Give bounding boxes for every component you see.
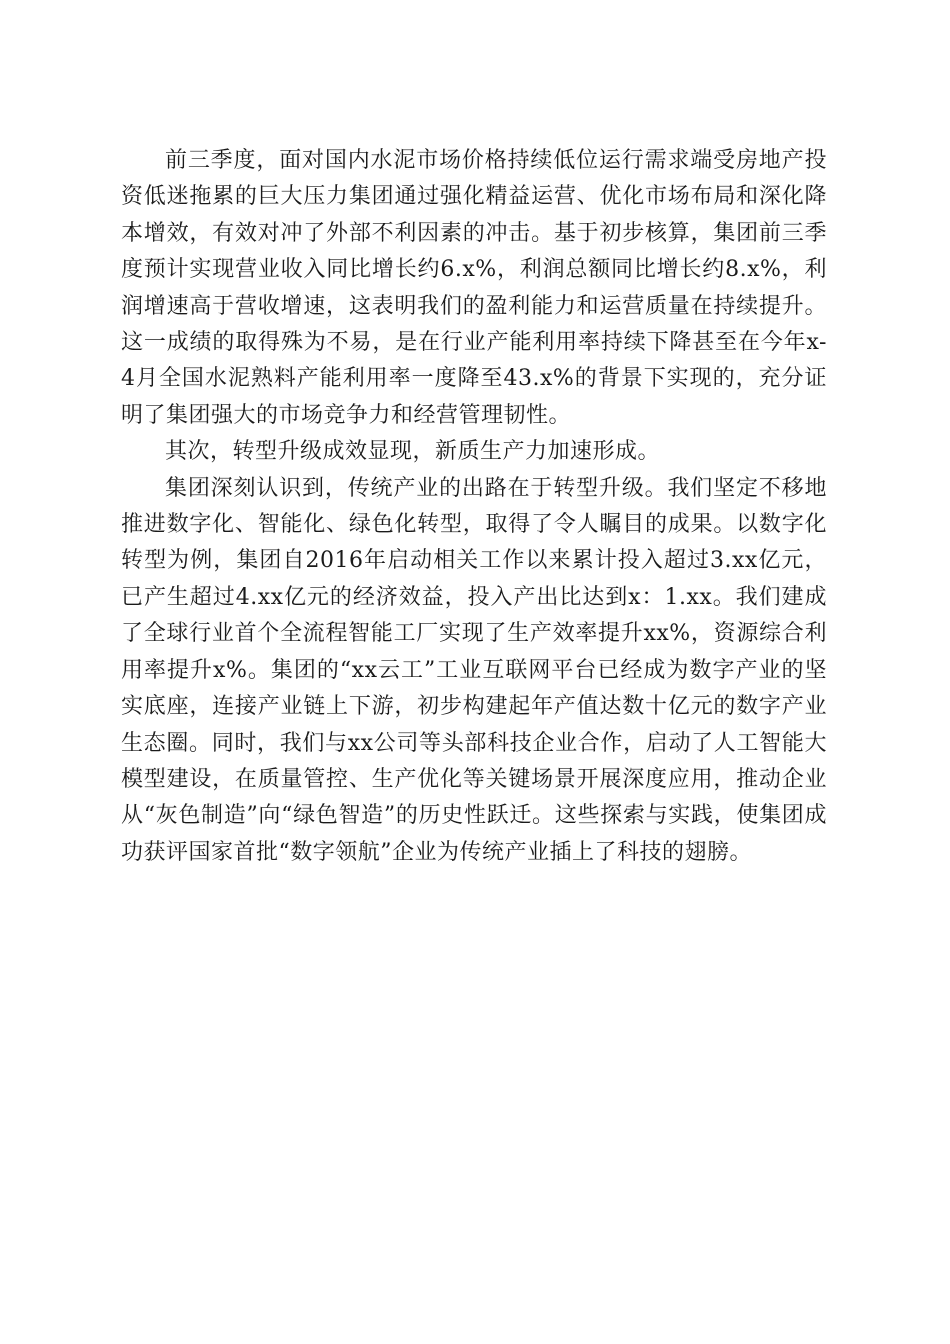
paragraph-digital-transformation: 集团深刻认识到，传统产业的出路在于转型升级。我们坚定不移地推进数字化、智能化、绿色化转型，取得了令人瞩目的成果。以数字化转型为例，集团自2016年启动相关工作以来累计投入超过3.xx亿元，已产生超过4.xx亿元的经济效益，投入产出比达到x：1.xx。我们建成了全球行业首个全流程智能工厂实现了生产效率提升xx%，资源综合利用率提升x%。集团的“xx云工”工业互联网平台已经成为数字产业的坚实底座，连接产业链上下游，初步构建起年产值达数十亿元的数字产业生态圈。同时，我们与xx公司等头部科技企业合作，启动了人工智能大模型建设，在质量管控、生产优化等关键场景开展深度应用，推动企业从“灰色制造”向“绿色智造”的历史性跃迁。这些探索与实践，使集团成功获评国家首批“数字领航”企业为传统产业插上了科技的翅膀。 (121, 475, 827, 865)
paragraph-transformation-heading: 其次，转型升级成效显现，新质生产力加速形成。 (165, 439, 661, 465)
document-body (121, 143, 827, 871)
paragraph-performance: 前三季度，面对国内水泥市场价格持续低位运行需求端受房地产投资低迷拖累的巨大压力集团通过强化精益运营、优化市场布局和深化降本增效，有效对冲了外部不利因素的冲击。基于初步核算，集团前三季度预计实现营业收入同比增长约6.x%，利润总额同比增长约8.x%，利润增速高于营收增速，这表明我们的盈利能力和运营质量在持续提升。这一成绩的取得殊为不易，是在行业产能利用率持续下降甚至在今年x-4月全国水泥熟料产能利用率一度降至43.x%的背景下实现的，充分证明了集团强大的市场竞争力和经营管理韧性。 (121, 148, 827, 428)
